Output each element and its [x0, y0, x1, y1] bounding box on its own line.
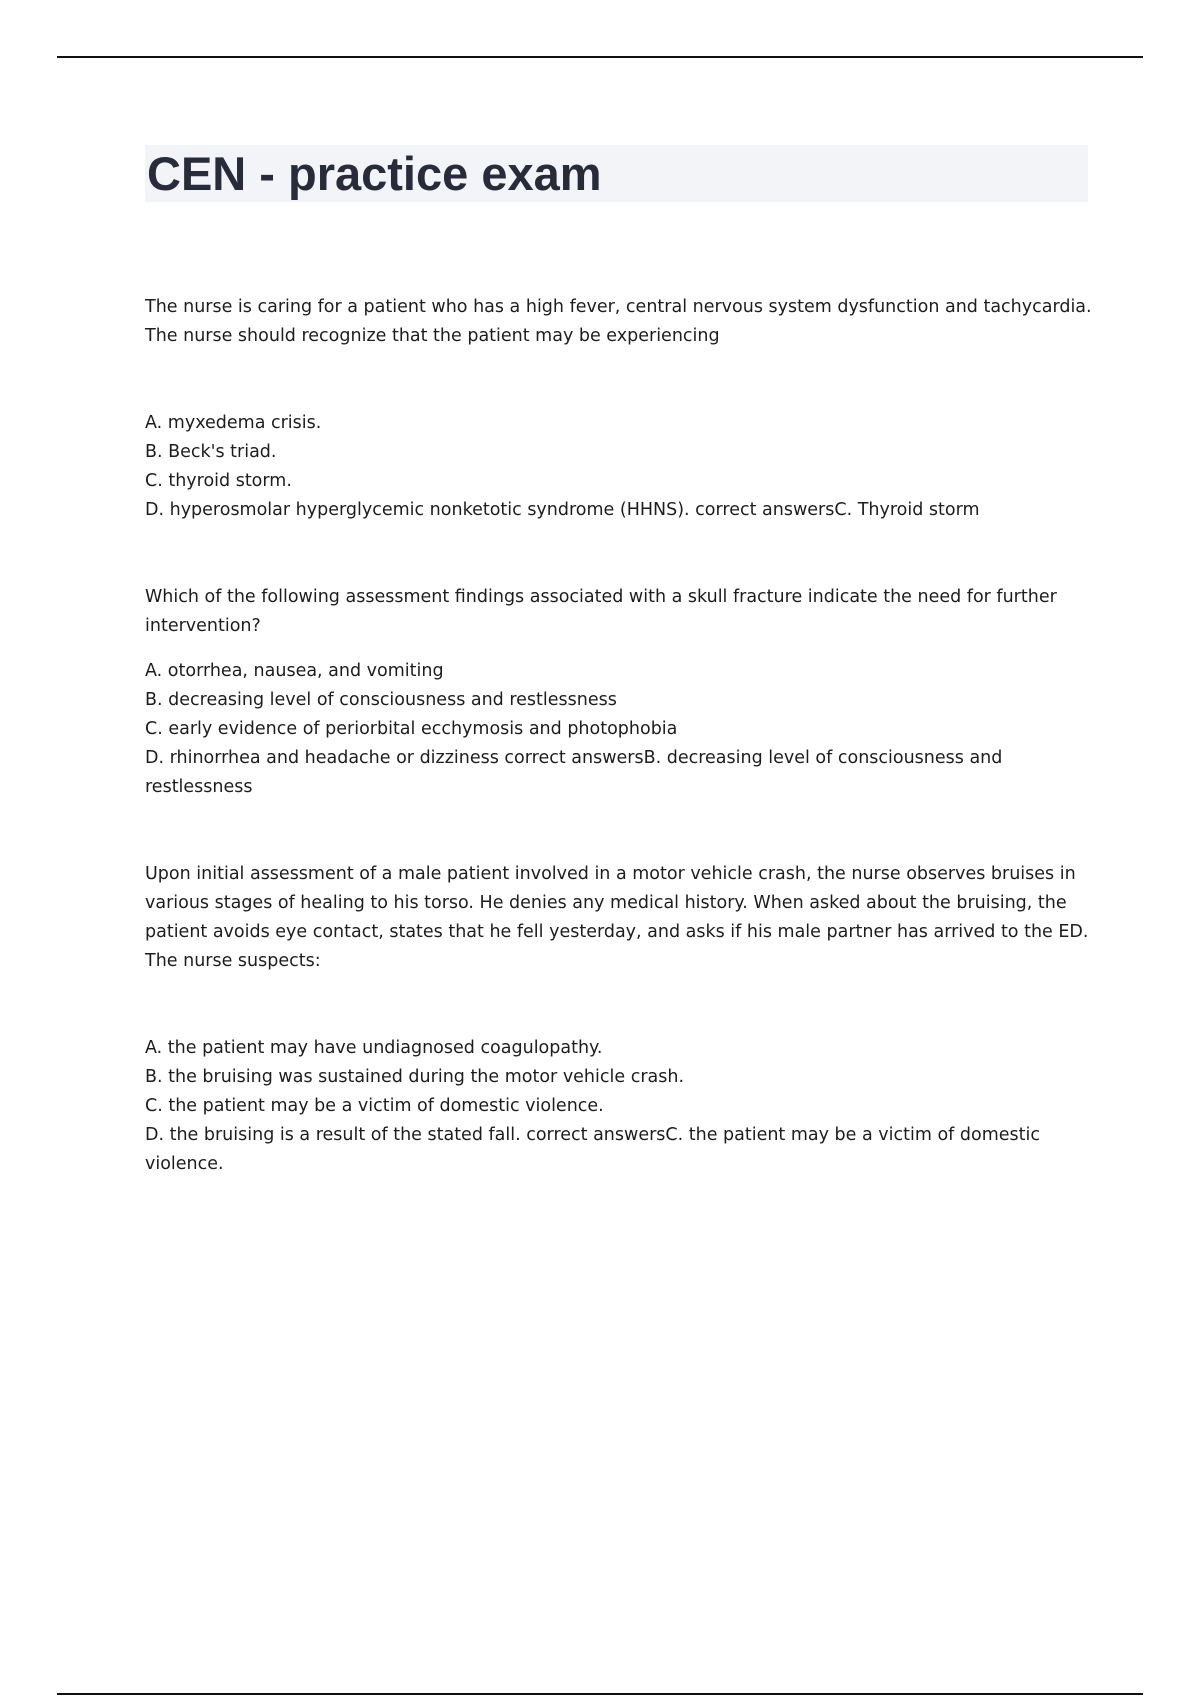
option-d-with-answer: D. rhinorrhea and headache or dizziness correct answersB. decreasing level of consciousness and restlessness	[145, 748, 1003, 797]
option-a: A. otorrhea, nausea, and vomiting	[145, 661, 444, 681]
bottom-rule	[57, 1693, 1143, 1695]
question-3-prompt: Upon initial assessment of a male patient involved in a motor vehicle crash, the nurse observes bruises in various stages of healing to his torso. He denies any medical history. When asked about the bruising, the patient avoids eye contact, states that he fell yesterday, and asks if his male partner has arrived to the ED. The nurse suspects:	[145, 864, 1089, 971]
option-b: B. decreasing level of consciousness and restlessness	[145, 690, 617, 710]
option-c: C. early evidence of periorbital ecchymosis and photophobia	[145, 719, 678, 739]
top-rule	[57, 56, 1143, 58]
question-2	[145, 583, 1095, 802]
option-a: A. the patient may have undiagnosed coagulopathy.	[145, 1038, 603, 1058]
question-1-options	[145, 409, 1095, 525]
option-d-with-answer: D. hyperosmolar hyperglycemic nonketotic syndrome (HHNS). correct answersC. Thyroid storm	[145, 500, 980, 520]
question-3-options	[145, 1034, 1095, 1179]
question-2-prompt: Which of the following assessment findings associated with a skull fracture indicate the need for further intervention?	[145, 587, 1057, 636]
option-a: A. myxedema crisis.	[145, 413, 322, 433]
option-c: C. thyroid storm.	[145, 471, 292, 491]
option-b: B. Beck's triad.	[145, 442, 277, 462]
page-title: CEN - practice exam	[147, 147, 602, 200]
option-d-with-answer: D. the bruising is a result of the stated fall. correct answersC. the patient may be a victim of domestic violence.	[145, 1125, 1040, 1174]
option-c: C. the patient may be a victim of domestic violence.	[145, 1096, 604, 1116]
option-b: B. the bruising was sustained during the motor vehicle crash.	[145, 1067, 685, 1087]
question-list	[145, 293, 1095, 1179]
question-3	[145, 860, 1095, 1179]
question-2-options	[145, 657, 1095, 802]
question-1-prompt: The nurse is caring for a patient who has a high fever, central nervous system dysfunction and tachycardia. The nurse should recognize that the patient may be experiencing	[145, 297, 1092, 346]
question-1	[145, 293, 1095, 525]
